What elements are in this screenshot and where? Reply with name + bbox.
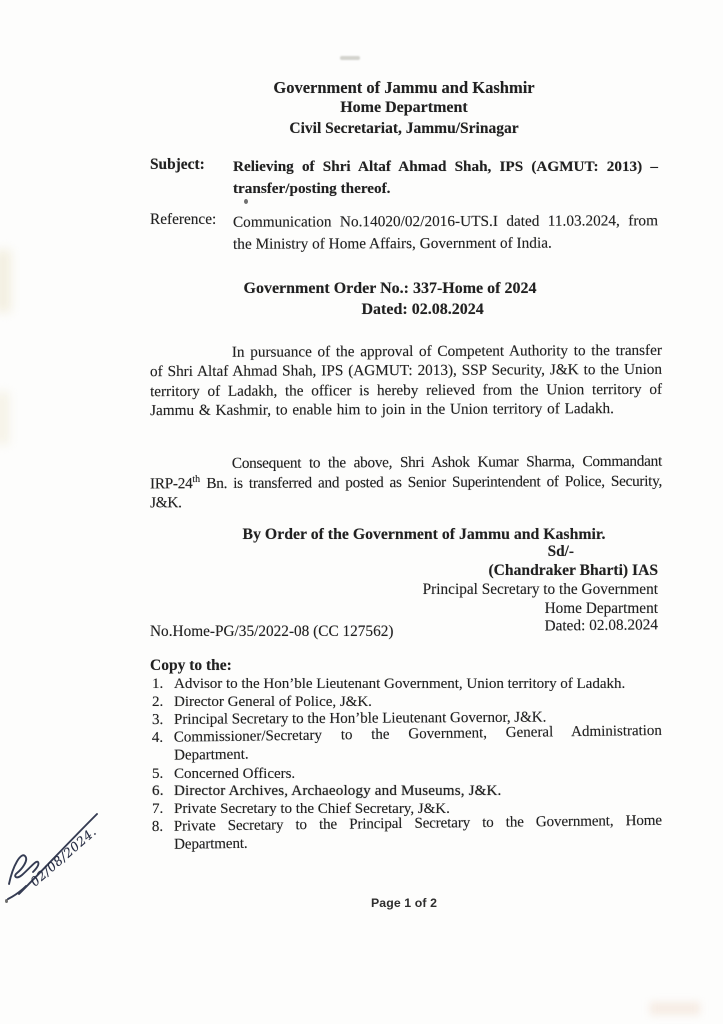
body-paragraph-2 [150, 452, 662, 513]
copy-list-item [150, 766, 662, 784]
copy-item-text: Advisor to the Hon’ble Lieutenant Government, Union territory of Ladakh. [174, 676, 626, 692]
handwritten-signature [6, 802, 110, 902]
copy-item-number: 2. [152, 693, 164, 710]
order-date-line: Dated: 02.08.2024 [361, 300, 484, 318]
page-footer [150, 896, 658, 910]
paragraph-2-text: Consequent to the above, Shri Ashok Kumar Sharma, Commandant IRP-24 [149, 452, 662, 492]
ordinal-superscript: th [192, 473, 201, 485]
page-number: Page 1 of 2 [370, 896, 438, 910]
copy-item-number: 7. [152, 801, 164, 818]
order-number-line: Government Order No.: 337-Home of 2024 [243, 280, 537, 297]
scan-artifact-dot [244, 199, 248, 204]
signatory-name: (Chandraker Bharti) IAS [488, 562, 658, 579]
scan-smudge [0, 392, 9, 444]
copy-item-number: 3. [151, 711, 164, 728]
letterhead-secretariat-line: Civil Secretariat, Jammu/Srinagar [289, 120, 519, 137]
reference-label: Reference: [150, 211, 217, 228]
copy-item-text: Director General of Police, J&K. [174, 693, 372, 710]
copy-list-item [150, 813, 662, 855]
reference-text: Communication No.14020/02/2016-UTS.I dated 11.03.2024, from the Ministry of Home Affairs, Government of India. [232, 212, 658, 253]
paragraph-2-text: Bn. is transferred and posted as Senior Superintendent of Police, Security, J&K. [150, 472, 663, 512]
letterhead-department-line: Home Department [340, 99, 468, 116]
handwritten-date: 02/08/2024. [27, 823, 100, 890]
signature-flourish [8, 886, 26, 899]
copy-item-text: Private Secretary to the Chief Secretary, J&K. [174, 801, 450, 818]
signature-date-line: Dated: 02.08.2024 [544, 616, 659, 635]
copy-list-item [150, 676, 662, 694]
signatory-designation: Principal Secretary to the Government [422, 581, 658, 598]
letterhead-government-line: Government of Jammu and Kashmir [273, 78, 535, 97]
copy-to-section [150, 656, 662, 855]
copy-to-heading: Copy to the: [150, 657, 232, 674]
copy-list-item [150, 723, 662, 766]
copy-item-number: 8. [151, 819, 164, 836]
scan-smudge [650, 1002, 700, 1015]
copy-list-item [150, 783, 662, 801]
subject-label: Subject: [150, 156, 205, 173]
copy-item-number: 5. [152, 765, 164, 782]
copy-item-text: Commissioner/Secretary to the Government, General Administration Department. [173, 722, 662, 764]
scan-smudge [0, 250, 11, 312]
copy-item-number: 6. [152, 783, 164, 800]
copy-item-text: Director Archives, Archaeology and Museums, J&K. [174, 783, 502, 800]
letterhead [150, 78, 658, 138]
sd-line: Sd/- [547, 543, 574, 560]
scan-artifact-dash [340, 56, 360, 60]
copy-item-text: Principal Secretary to the Hon’ble Lieutenant Governor, J&K. [173, 709, 547, 728]
copy-item-text: Concerned Officers. [174, 765, 296, 782]
by-order-line: By Order of the Government of Jammu and Kashmir. [242, 526, 606, 543]
copy-item-number: 1. [152, 676, 164, 692]
subject-text: Relieving of Shri Altaf Ahmad Shah, IPS (AGMUT: 2013) – transfer/posting thereof. [233, 158, 658, 197]
file-number: No.Home-PG/35/2022-08 (CC 127562) [150, 623, 394, 640]
body-paragraph-1: In pursuance of the approval of Competent Authority to the transfer of Shri Altaf Ahmad Shah, IPS (AGMUT: 2013), SSP Security, J&K to the Union territory of Ladakh, the officer is hereby relieved from the Union territory of Jammu & Kashmir, to enable him to join in the Union territory of Ladakh. [149, 341, 663, 420]
copy-item-number: 4. [151, 729, 164, 746]
copy-item-text: Private Secretary to the Principal Secretary to the Government, Home Department. [173, 812, 662, 853]
copy-to-list [150, 676, 662, 855]
signatory-department: Home Department [544, 600, 658, 617]
government-order-block [150, 279, 658, 320]
